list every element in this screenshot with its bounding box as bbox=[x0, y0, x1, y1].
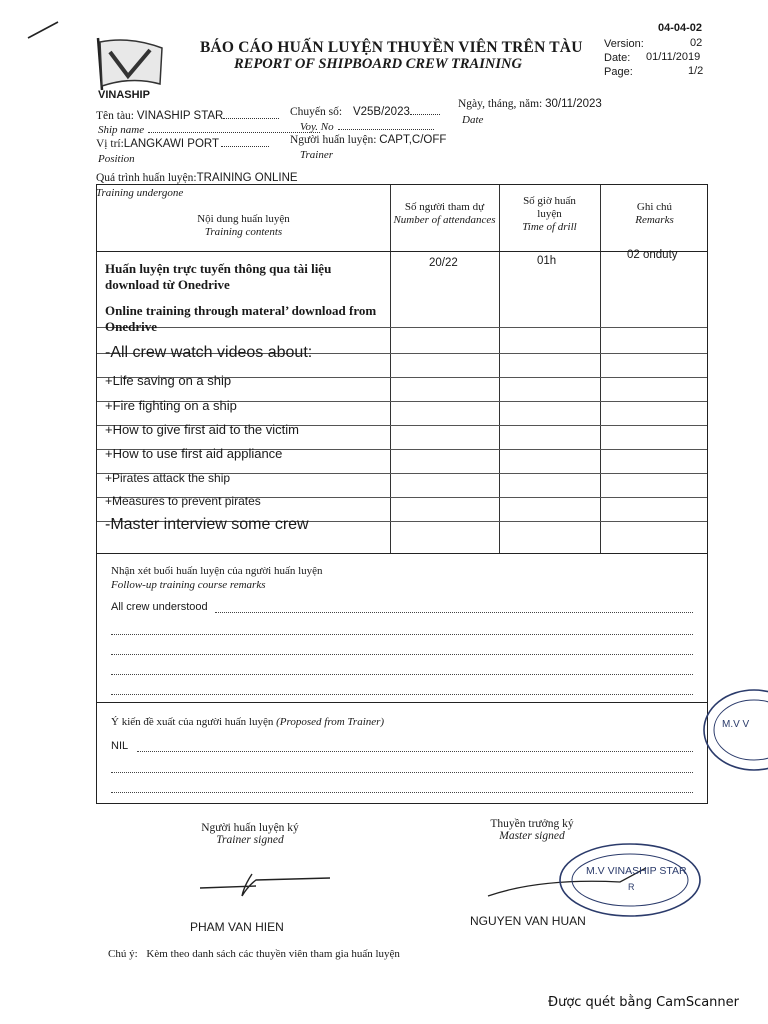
ship-value: VINASHIP STAR bbox=[136, 110, 224, 122]
undergone-sub-label: Training undergone bbox=[96, 187, 184, 199]
remarks-value: 02 onduty bbox=[627, 249, 678, 261]
trainer-name: PHAM VAN HIEN bbox=[190, 920, 284, 934]
trainer-label: Người huấn luyện: bbox=[290, 134, 377, 146]
version-value: 02 bbox=[690, 37, 703, 49]
remarks-label-en: Follow-up training course remarks bbox=[111, 579, 266, 591]
row-content-vn: Huấn luyện trực tuyến thông qua tài liệu download từ Onedrive bbox=[105, 261, 332, 292]
position-sub-label: Position bbox=[98, 153, 135, 165]
trainer-signature-label: Người huấn luyện ký Trainer signed bbox=[201, 822, 299, 846]
date-field bbox=[458, 98, 602, 110]
proposal-value: NIL bbox=[111, 740, 129, 752]
remarks-section bbox=[96, 554, 708, 804]
header-attendance: Số người tham dự Number of attendances bbox=[393, 201, 496, 226]
company-name: VINASHIP bbox=[98, 89, 150, 101]
voyage-sub-label: Voy. No bbox=[300, 121, 434, 133]
attendance-value: 20/22 bbox=[429, 257, 458, 269]
form-code: 04-04-02 bbox=[658, 22, 703, 34]
header-training-contents: Nội dung huấn luyện Training contents bbox=[197, 213, 290, 238]
master-stamp-icon bbox=[470, 838, 718, 922]
position-value: LANGKAWI PORT bbox=[123, 138, 220, 150]
remarks-label-vn: Nhận xét buổi huấn luyện của người huấn luyện bbox=[111, 565, 323, 577]
row-content-en: Online training through materal’ download from Onedrive bbox=[105, 303, 377, 334]
title-english: REPORT OF SHIPBOARD CREW TRAINING bbox=[234, 56, 522, 72]
svg-text:M.V V: M.V V bbox=[722, 719, 750, 730]
page-label: Page: bbox=[604, 66, 633, 78]
svg-text:M.V VINASHIP STAR: M.V VINASHIP STAR bbox=[586, 865, 687, 877]
footer-note bbox=[108, 948, 400, 960]
voyage-value: V25B/2023 bbox=[352, 106, 410, 118]
table-row: +Measures to prevent pirates bbox=[105, 494, 261, 508]
master-signature-label: Thuyền trưởng ký Master signed bbox=[490, 818, 574, 842]
date-value: 30/11/2023 bbox=[545, 98, 602, 110]
trainer-value: CAPT,C/OFF bbox=[379, 134, 447, 146]
date-sub-label: Date bbox=[462, 114, 484, 126]
title-vietnamese: BÁO CÁO HUẤN LUYỆN THUYỀN VIÊN TRÊN TÀU bbox=[200, 39, 583, 56]
trainer-signature bbox=[196, 866, 336, 900]
table-row: -Master interview some crew bbox=[105, 516, 309, 533]
table-row: +How to give first aid to the victim bbox=[105, 422, 299, 437]
position-field bbox=[96, 138, 269, 150]
voyage-field bbox=[290, 106, 440, 118]
table-row: +Pirates attack the ship bbox=[105, 471, 231, 485]
date-meta-value: 01/11/2019 bbox=[646, 51, 701, 63]
flag-logo-icon bbox=[92, 36, 168, 92]
table-row: -All crew watch videos about: bbox=[105, 344, 313, 361]
header-remarks: Ghi chú Remarks bbox=[635, 201, 674, 226]
undergone-label: Quá trình huấn luyện: bbox=[96, 172, 197, 184]
master-name: NGUYEN VAN HUAN bbox=[470, 914, 586, 928]
training-undergone-field bbox=[96, 172, 298, 184]
ship-sub-label: Ship name bbox=[98, 124, 320, 136]
camscanner-watermark: Được quét bằng CamScanner bbox=[548, 995, 740, 1010]
note-text: Kèm theo danh sách các thuyền viên tham gia huấn luyện bbox=[146, 948, 400, 960]
remarks-value: All crew understood bbox=[111, 601, 208, 613]
table-row: +Fire fighting on a ship bbox=[105, 398, 237, 413]
table-row: +Life saving on a ship bbox=[105, 373, 232, 388]
undergone-value: TRAINING ONLINE bbox=[196, 172, 298, 184]
table-row: +How to use first aid appliance bbox=[105, 446, 283, 461]
note-label: Chú ý: bbox=[108, 948, 138, 960]
time-value: 01h bbox=[537, 255, 557, 267]
edge-stamp-icon bbox=[700, 682, 768, 778]
position-label: Vị trí: bbox=[96, 138, 124, 150]
date-meta-label: Date: bbox=[604, 52, 631, 64]
header-time-of-drill: Số giờ huấn luyện Time of drill bbox=[522, 195, 577, 233]
proposal-label: Ý kiến đề xuất của người huấn luyện (Proposed from Trainer) bbox=[111, 716, 385, 728]
ship-label: Tên tàu: bbox=[96, 110, 134, 122]
training-table bbox=[96, 184, 708, 554]
page-value: 1/2 bbox=[688, 65, 704, 77]
voyage-label: Chuyến số: bbox=[290, 106, 343, 118]
pen-mark bbox=[26, 18, 60, 40]
svg-text:R: R bbox=[628, 882, 635, 892]
trainer-field bbox=[290, 134, 446, 146]
version-label: Version: bbox=[604, 38, 644, 50]
date-label: Ngày, tháng, năm: bbox=[458, 98, 543, 110]
trainer-sub-label: Trainer bbox=[300, 149, 334, 161]
ship-name-field bbox=[96, 110, 279, 122]
